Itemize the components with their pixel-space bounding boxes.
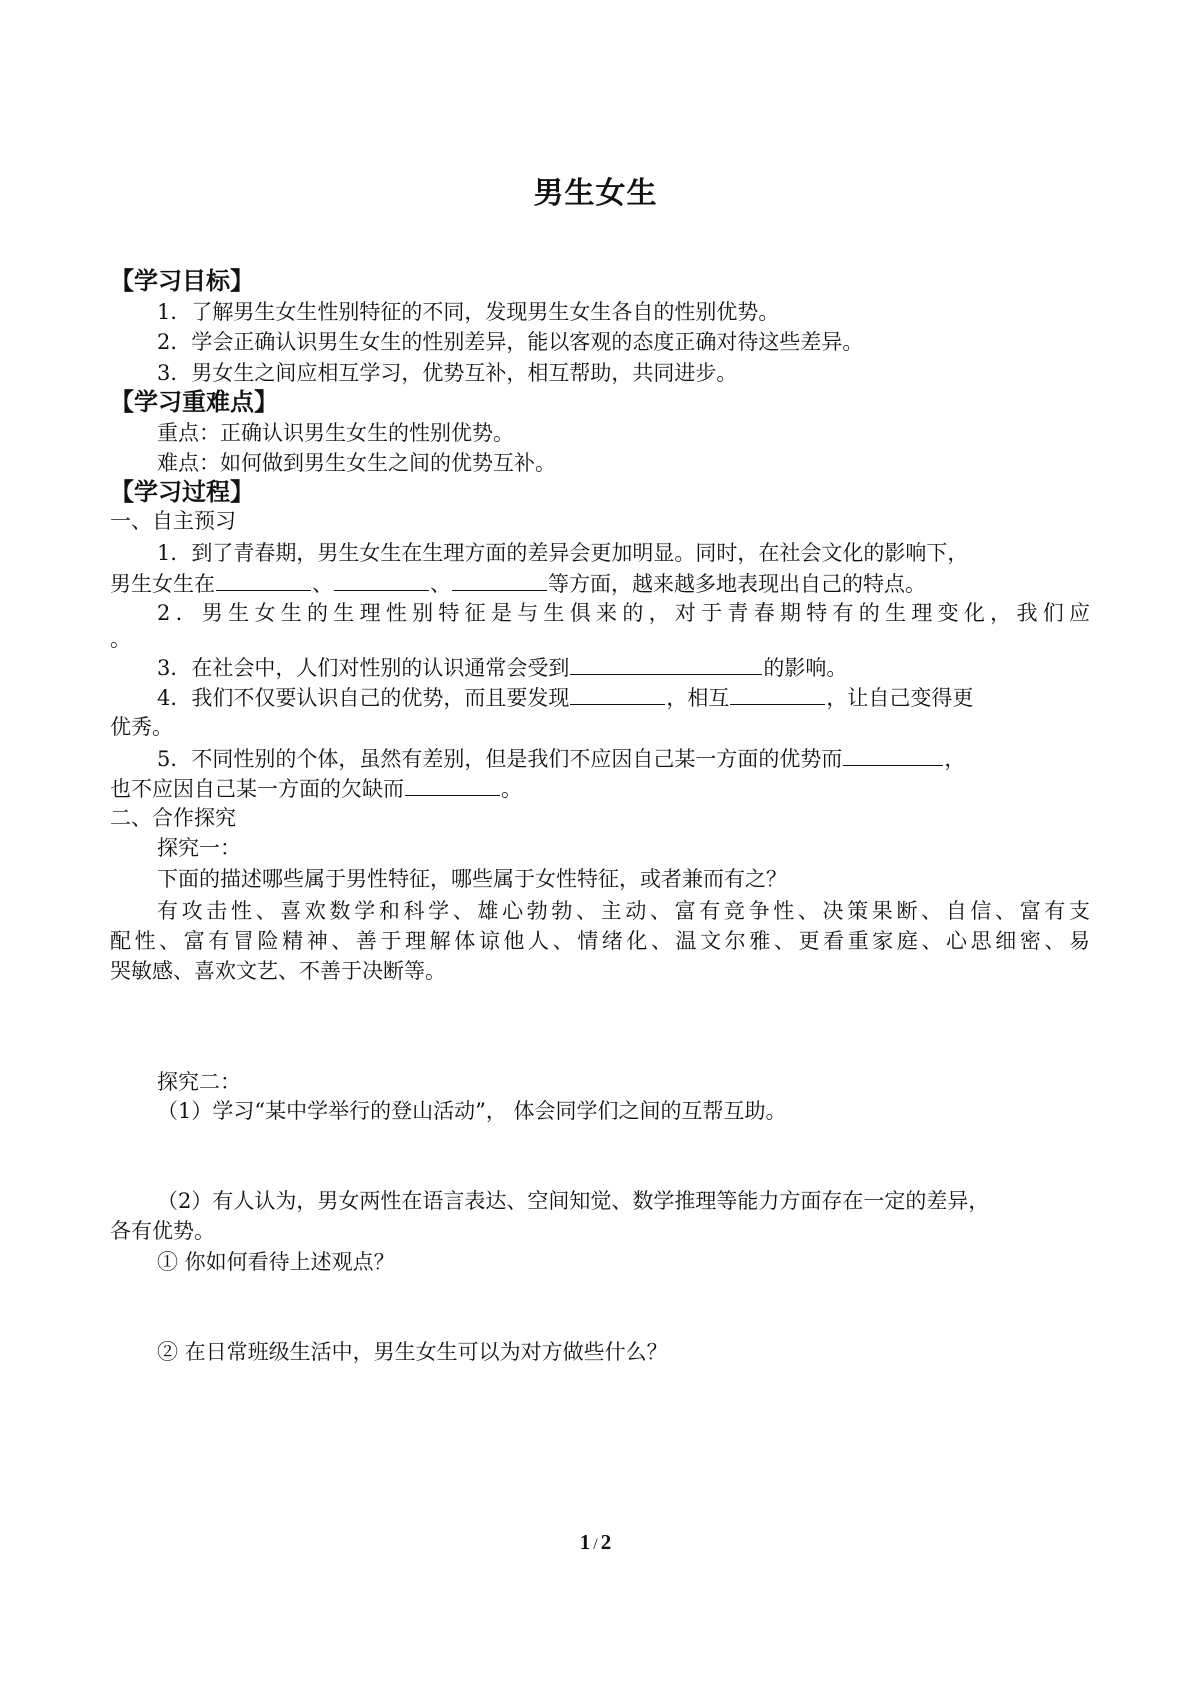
preview-question-4-line-1: [157, 682, 1090, 713]
goal-item-2: 2．学会正确认识男生女生的性别差异，能以客观的态度正确对待这些差异。: [157, 330, 864, 354]
explore-2-item-1: （1）学习“某中学举行的登山活动”， 体会同学们之间的互帮互助。: [157, 1099, 787, 1123]
section-2-heading: 二、合作探究: [110, 806, 236, 830]
explore-2-sub-question-1: ① 你如何看待上述观点？: [157, 1250, 395, 1274]
key-point-focus: 重点：正确认识男生女生的性别优势。: [157, 421, 514, 445]
goals-heading: 【学习目标】: [110, 267, 254, 295]
explore-1-label: 探究一：: [157, 836, 241, 860]
q5-line2-text-a: 也不应因自己某一方面的欠缺而: [110, 777, 404, 801]
answer-blank[interactable]: [452, 568, 547, 591]
answer-blank[interactable]: [334, 568, 429, 591]
answer-blank[interactable]: [843, 743, 943, 766]
explore-1-list-line-1: 有攻击性、喜欢数学和科学、雄心勃勃、主动、富有竞争性、决策果断、自信、富有支: [157, 899, 1090, 923]
q1-sep-1: 、: [312, 572, 333, 596]
answer-blank[interactable]: [405, 773, 500, 796]
q3-text-b: 的影响。: [763, 656, 848, 680]
q4-text-c: ，让自己变得更: [826, 686, 974, 710]
q1-text-a: 男生女生在: [110, 572, 215, 596]
preview-question-1-line-1: 1．到了青春期，男生女生在生理方面的差异会更加明显。同时，在社会文化的影响下，: [157, 541, 969, 565]
page-number: [0, 1530, 1191, 1555]
preview-question-2-line-1: 2．男生女生的生理性别特征是与生俱来的，对于青春期特有的生理变化，我们应: [157, 601, 1090, 625]
answer-blank[interactable]: [570, 652, 762, 675]
preview-question-5-line-2: [110, 773, 1090, 804]
preview-question-5-line-1: [157, 743, 1090, 774]
q1-text-b: 等方面，越来越多地表现出自己的特点。: [548, 572, 926, 596]
explore-1-question: 下面的描述哪些属于男性特征，哪些属于女性特征，或者兼而有之？: [157, 867, 787, 891]
preview-question-3: [157, 652, 1090, 683]
answer-blank[interactable]: [570, 682, 665, 705]
preview-question-2-line-2: 。: [110, 627, 131, 651]
page-current: 1: [579, 1530, 591, 1554]
q1-sep-2: 、: [430, 572, 451, 596]
q5-text-a: 5．不同性别的个体，虽然有差别，但是我们不应因自己某一方面的优势而: [157, 747, 843, 771]
answer-blank[interactable]: [730, 682, 825, 705]
preview-question-4-line-2: 优秀。: [110, 715, 173, 739]
explore-2-sub-question-2: ② 在日常班级生活中，男生女生可以为对方做些什么？: [157, 1340, 668, 1364]
process-heading: 【学习过程】: [110, 478, 254, 506]
q4-text-a: 4．我们不仅要认识自己的优势，而且要发现: [157, 686, 570, 710]
goal-item-3: 3．男女生之间应相互学习，优势互补，相互帮助，共同进步。: [157, 361, 738, 385]
q3-text-a: 3．在社会中，人们对性别的认识通常会受到: [157, 656, 570, 680]
key-point-difficulty: 难点：如何做到男生女生之间的优势互补。: [157, 451, 556, 475]
goal-item-1: 1．了解男生女生性别特征的不同，发现男生女生各自的性别优势。: [157, 300, 780, 324]
page-separator: /: [593, 1536, 598, 1553]
explore-1-list-line-2: 配性、富有冒险精神、善于理解体谅他人、情绪化、温文尔雅、更看重家庭、心思细密、易: [110, 929, 1090, 953]
page-total: 2: [600, 1530, 612, 1554]
q5-line2-text-b: 。: [501, 777, 522, 801]
preview-question-1-line-2: [110, 568, 1090, 599]
key-points-heading: 【学习重难点】: [110, 388, 278, 416]
explore-2-label: 探究二：: [157, 1070, 241, 1094]
answer-blank[interactable]: [216, 568, 311, 591]
explore-1-list-line-3: 哭敏感、喜欢文艺、不善于决断等。: [110, 959, 446, 983]
explore-2-item-2-line-2: 各有优势。: [110, 1219, 215, 1243]
page-title: 男生女生: [533, 176, 658, 211]
q5-text-b: ，: [944, 747, 966, 771]
section-1-heading: 一、自主预习: [110, 509, 236, 533]
q4-text-b: ，相互: [666, 686, 730, 710]
explore-2-item-2-line-1: （2）有人认为，男女两性在语言表达、空间知觉、数学推理等能力方面存在一定的差异，: [157, 1189, 990, 1213]
